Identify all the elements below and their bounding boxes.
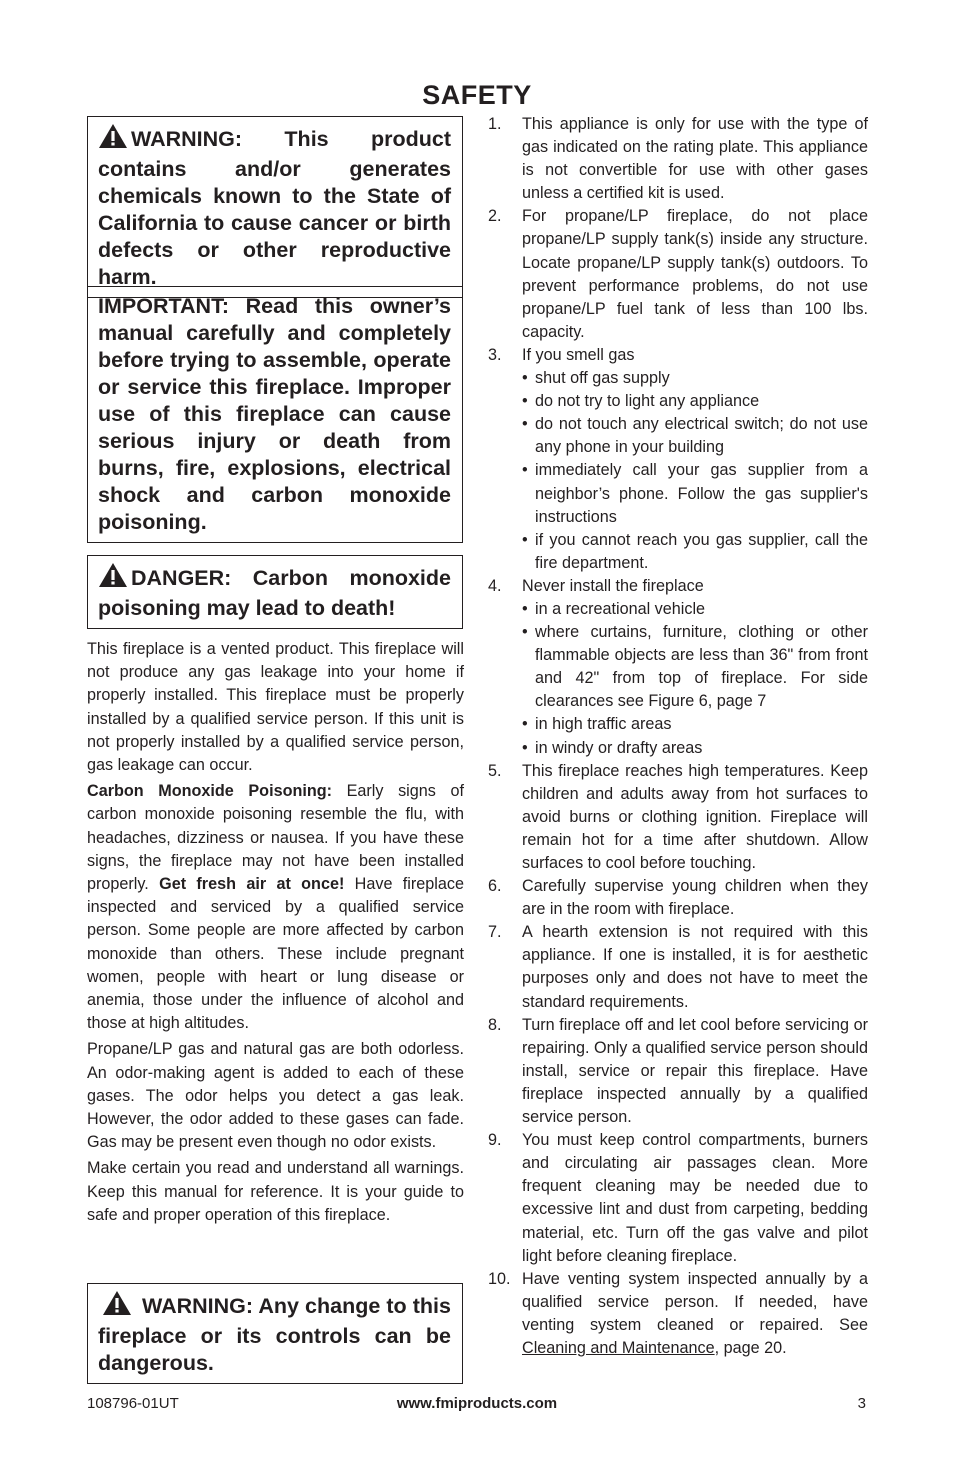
important-box (87, 286, 463, 543)
bullet-item: • immediately call your gas supplier from a neighbor’s phone. Follow the gas supplier's instructions (522, 461, 868, 526)
warning-triangle-icon (98, 562, 128, 595)
list-item: 9. You must keep control compartments, burners and circulating air passages clean. More frequent cleaning may be needed due to excessive lint and dust from carpeting, bedding material, etc. Turn off the gas valve and pilot light before cleaning fireplace. (488, 1131, 868, 1265)
warning-change-text: WARNING: Any change to this fireplace or its controls can be dangerous. (98, 1294, 451, 1375)
list-item: 5. This fireplace reaches high temperatures. Keep children and adults away from hot surfaces to avoid burns or clothing ignition. Fireplace will remain hot for a time after shutdown. Allow surfaces to cool before touching. (488, 761, 868, 872)
bullet-item: • do not try to light any appliance (522, 392, 760, 411)
odorless-gas-paragraph: Propane/LP gas and natural gas are both odorless. An odor-making agent is added to each of these gases. The odor helps you detect a gas leak. However, the odor added to these gases can fade. Gas may be present even though no odor exists. (87, 1040, 464, 1152)
important-text: IMPORTANT: Read this owner’s manual carefully and completely before trying to assemble, operate or service this fireplace. Improper use of this fireplace can cause serious injury or death from burns, fire, explosions, electrical shock and carbon monoxide poisoning. (98, 294, 451, 534)
warning-triangle-icon (98, 123, 128, 156)
document-number: 108796-01UT (87, 1395, 179, 1412)
bullet-item: • in high traffic areas (522, 715, 672, 734)
danger-box (87, 555, 463, 629)
bullet-item: • shut off gas supply (522, 369, 670, 388)
list-item: 3. If you smell gas • shut off gas supply • do not try to light any appliance • do not touch any electrical switch; do not use any phone in your building • immediately call your gas supplier from a neighbor’s phone. Follow the gas supplier's instructions • if you cannot reach you gas supplier, call the fire department. (488, 344, 868, 575)
bullet-item: • in a recreational vehicle (522, 599, 706, 618)
read-warnings-paragraph: Make certain you read and understand all warnings. Keep this manual for reference. It is your guide to safe and proper operation of this fireplace. (87, 1159, 464, 1224)
left-body-text (87, 638, 464, 1230)
list-item: 8. Turn fireplace off and let cool before servicing or repairing. Only a qualified service person should install, service or repair this fireplace. Have fireplace inspected annually by a qualified service person. (488, 1015, 868, 1127)
list-item: 2. For propane/LP fireplace, do not place propane/LP supply tank(s) inside any structure. Locate propane/LP supply tank(s) outdoors. To prevent performance problems, do not use propane/LP fuel tank of less than 100 lbs. capacity. (488, 207, 868, 341)
warning-chemicals-box (87, 116, 463, 298)
list-item: 4. Never install the fireplace • in a recreational vehicle • where curtains, furniture, clothing or other flammable objects are less than 36" from front and 42" from top of fireplace. For side clearances see Figure 6, page 7 • in high traffic areas • in windy or drafty areas (488, 575, 868, 760)
website-url: www.fmiproducts.com (396, 1395, 558, 1412)
warning-chemicals-text: WARNING: This product contains and/or generates chemicals known to the State of California to cause cancer or birth defects or other reproductive harm. (98, 127, 451, 289)
list-item: 6. Carefully supervise young children when they are in the room with fireplace. (488, 877, 868, 919)
carbon-monoxide-paragraph: Carbon Monoxide Poisoning: Early signs of carbon monoxide poisoning resemble the flu, with headaches, dizziness or nausea. If you have these signs, the fireplace may not have been installed properly. Get fresh air at once! Have fireplace inspected and serviced by a qualified service person. Some people are more affected by carbon monoxide than others. These include pregnant women, people with heart or lung disease or anemia, those under the influence of alcohol and those at high altitudes. (87, 782, 464, 1033)
cleaning-maintenance-link[interactable]: Cleaning and Maintenance (522, 1338, 715, 1357)
warning-triangle-icon (102, 1290, 132, 1323)
safety-list (488, 113, 868, 1360)
page-number: 3 (857, 1395, 866, 1412)
page-title: SAFETY (422, 80, 532, 110)
bullet-item: • in windy or drafty areas (522, 738, 703, 757)
fresh-air-bold: Get fresh air at once! (159, 875, 345, 894)
warning-change-box (87, 1283, 463, 1384)
co-label: Carbon Monoxide Poisoning: (87, 782, 333, 801)
bullet-item: • if you cannot reach you gas supplier, call the fire department. (522, 530, 868, 572)
danger-text: DANGER: Carbon monoxide poisoning may lead to death! (98, 566, 451, 620)
list-item: 1. This appliance is only for use with the type of gas indicated on the rating plate. This appliance is not convertible for use with other gases unless a certified kit is used. (488, 115, 868, 203)
vented-product-paragraph: This fireplace is a vented product. This fireplace will not produce any gas leakage into your home if properly installed. This fireplace must be properly installed by a qualified service person. If this unit is not properly installed by a qualified service person, gas leakage can occur. (87, 640, 464, 775)
bullet-item: • where curtains, furniture, clothing or other flammable objects are less than 36" from front and 42" from top of fireplace. For side clearances see Figure 6, page 7 (522, 623, 868, 711)
list-item: 10. Have venting system inspected annually by a qualified service person. If needed, have venting system cleaned or repaired. See Cleaning and Maintenance, page 20. (488, 1269, 868, 1357)
list-item: 7. A hearth extension is not required with this appliance. If one is installed, it is for aesthetic purposes only and does not have to meet the standard requirements. (488, 923, 868, 1011)
bullet-item: • do not touch any electrical switch; do not use any phone in your building (522, 415, 868, 457)
